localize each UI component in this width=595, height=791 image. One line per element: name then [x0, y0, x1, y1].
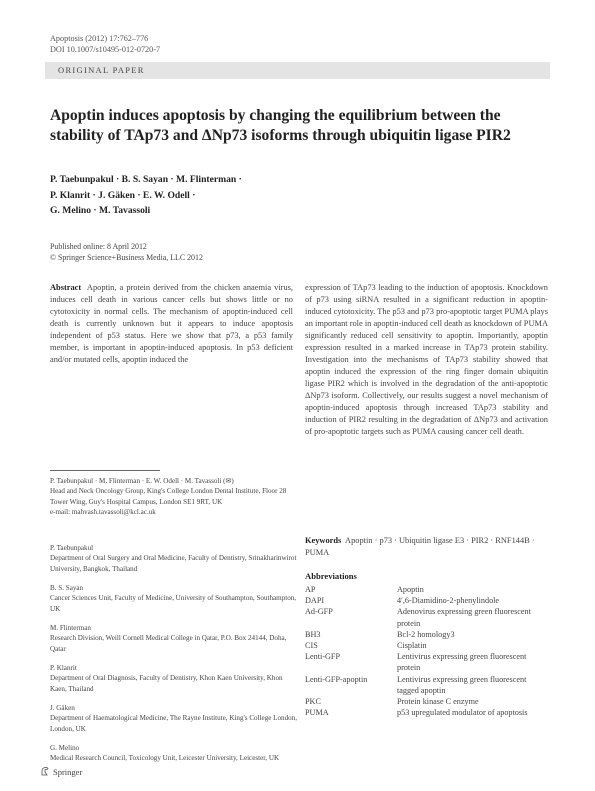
abstract-text-right: expression of TAp73 leading to the induction of apoptosis. Knockdown of p73 using siRNA resulted in a significant reduction in apoptin-induced cytotoxicity. The p53 and p73 pro-apoptotic target PUMA plays an important role in apoptin-induced cell death as knockdown of PUMA significantly reduced cell sensitivity to apoptin. Importantly, apoptin expression resulted in a marked increase in TAp73 protein stability. Investigation into the mechanisms of TAp73 stability showed that apoptin induced the expression of the ring finger domain ubiquitin ligase PIR2 which is involved in the degradation of the anti-apoptotic ΔNp73 isoform. Collectively, our results suggest a novel mechanism of apoptin-induced apoptosis through increased TAp73 stability and induction of PIR2 resulting in the degradation of ΔNp73 and activation of pro-apoptotic targets such as PUMA causing cancer cell death. — [305, 283, 548, 436]
published-date: Published online: 8 April 2012 — [50, 242, 147, 251]
article-title: Apoptin induces apoptosis by changing the equilibrium between the stability of TAp73 and ΔNp73 isoforms through ubiquitin ligase PIR2 — [50, 107, 511, 144]
springer-horse-icon — [40, 766, 50, 776]
abstract-left — [50, 282, 293, 366]
affiliation — [50, 476, 300, 518]
keywords — [305, 535, 550, 559]
keywords-text: Apoptin · p73 · Ubiquitin ligase E3 · PIR2 · RNF144B · PUMA — [305, 536, 535, 557]
abbreviation-row — [305, 606, 550, 628]
abbreviation-definition: Lentivirus expressing green fluorescent protein — [397, 652, 527, 673]
abbreviation-definition: Lentivirus expressing green fluorescent tagged apoptin — [397, 674, 527, 695]
affiliation-names: B. S. Sayan — [50, 584, 84, 592]
abbreviation-term: BH3 — [305, 629, 321, 639]
abbreviation-definition: Cisplatin — [397, 641, 427, 651]
affiliation — [50, 623, 300, 654]
abbreviation-row — [305, 707, 550, 718]
affiliation — [50, 663, 300, 694]
affiliation-names: P. Taebunpakul · M. Flinterman · E. W. Odell · M. Tavassoli (✉) — [50, 477, 234, 485]
affiliation-names: P. Klanrit — [50, 664, 77, 672]
author-list — [50, 172, 340, 219]
affiliation-address: Department of Haematological Medicine, The Rayne Institute, King's College London, London, UK — [50, 714, 297, 733]
publication-info — [50, 241, 203, 263]
publisher-footer — [40, 766, 82, 777]
abbreviation-term: PUMA — [305, 708, 329, 718]
abbreviation-definition: Apoptin — [397, 585, 424, 594]
abbreviation-term: Ad-GFP — [305, 607, 333, 617]
abbreviation-definition: p53 upregulated modulator of apoptosis — [397, 708, 528, 718]
abbreviation-row — [305, 651, 550, 673]
affiliation-address: Cancer Sciences Unit, Faculty of Medicine, University of Southampton, Southampton, UK — [50, 594, 297, 613]
publisher-name: Springer — [53, 767, 83, 777]
abstract-right — [305, 282, 548, 438]
footnote-divider — [50, 470, 160, 471]
affiliation — [50, 743, 300, 764]
author-line: P. Klanrit · J. Gäken · E. W. Odell · — [50, 189, 196, 201]
affiliation-address: Department of Oral Diagnosis, Faculty of Dentistry, Khon Kaen University, Khon Kaen, Thailand — [50, 674, 283, 693]
copyright: © Springer Science+Business Media, LLC 2012 — [50, 253, 203, 262]
affiliation — [50, 703, 300, 734]
affiliation-names: P. Taebunpakul — [50, 544, 94, 552]
article-type-banner — [45, 62, 550, 79]
abbreviation-row — [305, 696, 550, 707]
affiliation-address: Head and Neck Oncology Group, King's College London Dental Institute, Floor 28 Tower Wing, Guy's Hospital Campus, London SE1 9RT, UK — [50, 487, 287, 506]
affiliation-address: Department of Oral Surgery and Oral Medicine, Faculty of Dentistry, Srinakharinwirot University, Bangkok, Thailand — [50, 554, 297, 573]
abbreviation-term: CIS — [305, 641, 318, 651]
abbreviation-term: AP — [305, 585, 316, 594]
abbreviation-definition: Bcl-2 homology3 — [397, 629, 455, 639]
abbreviation-term: DAPI — [305, 596, 325, 606]
author-line: G. Melino · M. Tavassoli — [50, 205, 151, 216]
abbreviation-term: PKC — [305, 697, 321, 707]
abbreviations-title: Abbreviations — [305, 571, 357, 581]
journal-header — [50, 33, 160, 55]
article-type-label: ORIGINAL PAPER — [58, 65, 145, 75]
abbreviations-table — [305, 584, 550, 718]
abstract-label: Abstract — [50, 283, 82, 292]
abbreviation-row — [305, 629, 550, 640]
affiliation-names: M. Flinterman — [50, 624, 91, 632]
affiliation-names: G. Melino — [50, 744, 80, 752]
abbreviation-row — [305, 595, 550, 606]
affiliation — [50, 583, 300, 614]
journal-citation: Apoptosis (2012) 17:762–776 — [50, 34, 149, 43]
affiliation-email[interactable]: e-mail: mahvash.tavassoli@kcl.ac.uk — [50, 508, 156, 517]
abbreviation-term: Lenti-GFP-apoptin — [305, 674, 368, 684]
affiliation-names: J. Gäken — [50, 704, 75, 712]
abstract-text-left: Apoptin, a protein derived from the chicken anaemia virus, induces cell death in various cancer cells but shows little or no cytotoxicity in normal cells. The mechanism of apoptin-induced cell death is currently unknown but it appears to induce apoptosis independent of p53 status. Here we show that p73, a p53 family member, is important in apoptin-induced apoptosis. In p53 deficient and/or mutated cells, apoptin induced the — [50, 283, 293, 364]
abbreviation-row — [305, 584, 550, 595]
abbreviation-row — [305, 674, 550, 696]
affiliation-address: Research Division, Weill Cornell Medical College in Qatar, P.O. Box 24144, Doha, Qatar — [50, 634, 287, 653]
abbreviation-term: Lenti-GFP — [305, 652, 341, 662]
abbreviation-definition: 4′,6-Diamidino-2-phenylindole — [397, 596, 500, 606]
affiliation — [50, 543, 300, 574]
abbreviation-definition: Adenovirus expressing green fluorescent protein — [397, 607, 531, 628]
abbreviation-row — [305, 640, 550, 651]
keywords-label: Keywords — [305, 536, 342, 545]
abbreviation-definition: Protein kinase C enzyme — [397, 697, 479, 707]
doi: DOI 10.1007/s10495-012-0720-7 — [50, 45, 161, 54]
affiliation-address: Medical Research Council, Toxicology Unit, Leicester University, Leicester, UK — [50, 754, 280, 763]
author-line: P. Taebunpakul · B. S. Sayan · M. Flinterman · — [50, 174, 242, 185]
